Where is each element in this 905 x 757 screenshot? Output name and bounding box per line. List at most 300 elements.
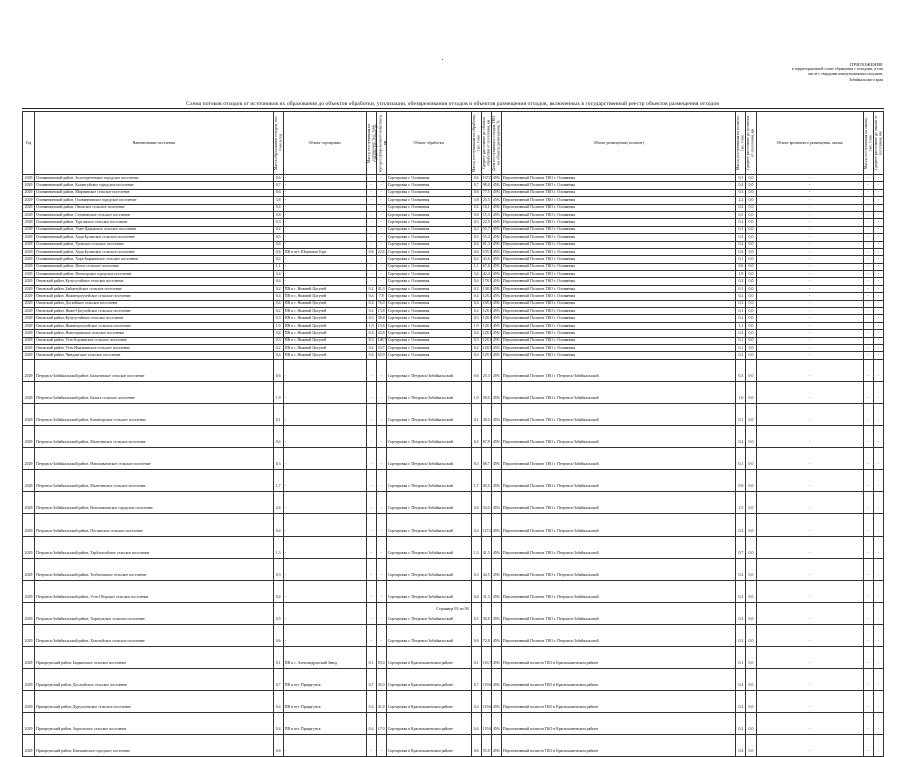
cell-share: 45%	[491, 580, 501, 602]
cell-year: 2029	[23, 293, 35, 300]
cell-sort-dist: -	[376, 211, 386, 218]
cell-dump: -	[756, 426, 863, 448]
cell-proc: Сортировка г. Оловянная	[386, 182, 471, 189]
cell-name: Ононский район, Байцетуйское сельское поселение	[35, 285, 273, 292]
column-header: Объект размещения (полигон)	[501, 112, 735, 175]
cell-dump-mass: -	[863, 381, 873, 403]
cell-sort-dist: -	[376, 234, 386, 241]
cell-landfill: Перспективный Полигон ТКО г. Оловянная	[501, 197, 735, 204]
cell-sort-dist: -	[376, 448, 386, 470]
cell-sort-mass: -	[366, 448, 376, 470]
cell-proc-mass: 0,5	[471, 234, 481, 241]
cell-lf-mass: 0,2	[736, 241, 746, 248]
cell-dump-mass: -	[863, 337, 873, 344]
cell-name: Петровск-Забайкальский район, Малетинское сельское поселение	[35, 470, 273, 492]
cell-dump: -	[756, 492, 863, 514]
cell-mass: 0,5	[273, 234, 283, 241]
table-row	[23, 322, 884, 329]
cell-sort-mass: -	[366, 234, 376, 241]
cell-lf-dist: 0,0	[746, 226, 756, 233]
cell-sort-mass: -	[366, 278, 376, 285]
table-row	[23, 315, 884, 322]
cell-lf-mass: 0,5	[736, 211, 746, 218]
cell-sort-mass: 0,2	[366, 285, 376, 292]
column-header: Год	[23, 112, 35, 175]
cell-name: Ононский район, Усть-Борзинское сельское поселение	[35, 337, 273, 344]
cell-proc-mass: 0,4	[471, 330, 481, 337]
cell-sort-dist: -	[376, 197, 386, 204]
table-row	[23, 263, 884, 270]
appendix-heading: ПРИЛОЖЕНИЕ	[850, 62, 883, 67]
cell-mass: 3,8	[273, 197, 283, 204]
cell-dump-mass: -	[863, 234, 873, 241]
cell-sort-mass: 0,1	[366, 646, 376, 668]
cell-name: Петровск-Забайкальский район, Харагунское сельское поселение	[35, 602, 273, 624]
cell-proc-mass: 0,6	[471, 624, 481, 646]
cell-dump-dist: -	[873, 470, 883, 492]
cell-lf-mass: 0,9	[736, 470, 746, 492]
cell-lf-mass: 0,2	[736, 204, 746, 211]
cell-sort: -	[283, 226, 366, 233]
cell-mass: 0,2	[273, 344, 283, 351]
cell-sort-mass: -	[366, 211, 376, 218]
cell-dump-dist: -	[873, 315, 883, 322]
cell-lf-dist: 0,0	[746, 315, 756, 322]
cell-lf-mass: 0,1	[736, 403, 746, 425]
cell-name: Приаргунский район, Кличкинское городское поселение	[35, 735, 273, 757]
cell-proc-dist: 67,9	[481, 426, 491, 448]
cell-share: 45%	[491, 182, 501, 189]
cell-share: 45%	[491, 713, 501, 735]
cell-dump-dist: -	[873, 189, 883, 196]
cell-dump: -	[756, 293, 863, 300]
cell-mass: 0,1	[273, 646, 283, 668]
cell-name: Оловяннинский район, Ясногорское городское поселение	[35, 271, 273, 278]
cell-proc-dist: 128,1	[481, 315, 491, 322]
cell-sort-mass: -	[366, 271, 376, 278]
cell-sort: ПВ в с. Нижний Цасучей	[283, 308, 366, 315]
cell-proc-dist: 30,8	[481, 602, 491, 624]
cell-proc: Сортировка г. Оловянная	[386, 263, 471, 270]
cell-lf-dist: 0,0	[746, 300, 756, 307]
cell-share: 45%	[491, 624, 501, 646]
cell-lf-dist: 0,0	[746, 580, 756, 602]
table-header-row	[23, 112, 884, 175]
cell-name: Петровск-Забайкальский район, Новопавловское городское поселение	[35, 492, 273, 514]
cell-name: Петровск-Забайкальский район, Новопавловское сельское поселение	[35, 448, 273, 470]
cell-dump-dist: -	[873, 359, 883, 381]
cell-lf-mass: 0,2	[736, 293, 746, 300]
cell-share: 45%	[491, 219, 501, 226]
column-header-label: Масса, поступившая на свалку, тыс. тонн	[863, 117, 873, 169]
cell-share: 45%	[491, 293, 501, 300]
waste-flow-table	[22, 111, 884, 757]
cell-name: Оловяннинский район, Турганское сельское поселение	[35, 219, 273, 226]
column-header	[471, 112, 481, 175]
cell-dump: -	[756, 204, 863, 211]
cell-dump: -	[756, 234, 863, 241]
cell-lf-dist: 0,0	[746, 271, 756, 278]
cell-name: Петровск-Забайкальский район, Усть-Оборское сельское поселение	[35, 580, 273, 602]
cell-proc: Сортировка г. Оловянная	[386, 315, 471, 322]
cell-lf-mass: 0,1	[736, 226, 746, 233]
cell-dump-dist: -	[873, 197, 883, 204]
cell-dump-mass: -	[863, 492, 873, 514]
cell-dump-mass: -	[863, 344, 873, 351]
cell-lf-mass: 0,1	[736, 308, 746, 315]
cell-share: 45%	[491, 271, 501, 278]
cell-sort: -	[283, 211, 366, 218]
cell-dump-dist: -	[873, 182, 883, 189]
cell-mass: 0,4	[273, 426, 283, 448]
cell-proc-dist: 42,4	[481, 271, 491, 278]
cell-dump-dist: -	[873, 381, 883, 403]
cell-dump-dist: -	[873, 271, 883, 278]
column-header	[873, 112, 883, 175]
cell-landfill: Перспективный Полигон ТКО г. Оловянная	[501, 211, 735, 218]
column-header: Объект обработки	[386, 112, 471, 175]
cell-landfill: Перспективный Полигон ТКО г. Оловянная	[501, 271, 735, 278]
cell-proc-dist: 22,9	[481, 219, 491, 226]
cell-sort-dist: 83,0	[376, 646, 386, 668]
cell-dump-mass: -	[863, 624, 873, 646]
cell-dump: -	[756, 713, 863, 735]
table-row	[23, 337, 884, 344]
cell-sort-mass: 0,3	[366, 315, 376, 322]
cell-dump-mass: -	[863, 308, 873, 315]
cell-share: 45%	[491, 263, 501, 270]
cell-year: 2029	[23, 204, 35, 211]
cell-share: 45%	[491, 256, 501, 263]
cell-sort: ПВ в с. Нижний Цасучей	[283, 352, 366, 359]
cell-sort-dist: 76,0	[376, 300, 386, 307]
cell-landfill: Перспективный Полигон ТКО г. Петровск-Забайкальский	[501, 403, 735, 425]
cell-proc-dist: 128,1	[481, 293, 491, 300]
cell-year: 2029	[23, 315, 35, 322]
table-row	[23, 691, 884, 713]
cell-dump-dist: -	[873, 234, 883, 241]
cell-sort-dist: -	[376, 226, 386, 233]
cell-name: Ононский район, Новозоринское сельское поселение	[35, 330, 273, 337]
cell-lf-dist: 0,0	[746, 248, 756, 255]
cell-dump-mass: -	[863, 514, 873, 536]
cell-proc-dist: 77,5	[481, 189, 491, 196]
cell-share: 45%	[491, 492, 501, 514]
cell-proc: Сортировка г. Оловянная	[386, 285, 471, 292]
cell-lf-mass: 0,4	[736, 735, 746, 757]
cell-lf-mass: 0,2	[736, 278, 746, 285]
cell-proc-dist: 128,1	[481, 337, 491, 344]
cell-proc-mass: 2,6	[471, 492, 481, 514]
cell-sort: -	[283, 241, 366, 248]
cell-name: Ононский район, Усть-Ималкинское сельское поселение	[35, 344, 273, 351]
cell-proc-dist: 119,6	[481, 691, 491, 713]
column-header-label: Масса, поступившая на полигон, тыс. тонн	[736, 115, 745, 171]
cell-lf-mass: 0,2	[736, 352, 746, 359]
cell-year: 2029	[23, 211, 35, 218]
cell-sort: ПВ в с. Нижний Цасучей	[283, 300, 366, 307]
table-row	[23, 256, 884, 263]
cell-mass: 0,2	[273, 285, 283, 292]
cell-dump: -	[756, 300, 863, 307]
cell-proc: Сортировка г. Оловянная	[386, 226, 471, 233]
cell-mass: 0,7	[273, 182, 283, 189]
cell-dump-dist: -	[873, 278, 883, 285]
cell-dump-dist: -	[873, 241, 883, 248]
cell-share: 45%	[491, 315, 501, 322]
cell-lf-mass: 0,2	[736, 426, 746, 448]
cell-sort: -	[283, 204, 366, 211]
cell-proc-mass: 0,4	[471, 300, 481, 307]
table-row	[23, 248, 884, 255]
cell-lf-dist: 0,0	[746, 263, 756, 270]
cell-proc-mass: 0,7	[471, 669, 481, 691]
cell-sort-mass: 0,7	[366, 669, 376, 691]
cell-proc-mass: 0,2	[471, 308, 481, 315]
table-row	[23, 492, 884, 514]
cell-proc: Сортировка г. Оловянная	[386, 219, 471, 226]
cell-sort-mass: -	[366, 492, 376, 514]
cell-proc-dist: 198,1	[481, 300, 491, 307]
cell-sort-mass: 0,6	[366, 248, 376, 255]
cell-landfill: Перспективный Полигон ТКО г. Оловянная	[501, 175, 735, 182]
cell-sort-dist: -	[376, 175, 386, 182]
cell-year: 2029	[23, 646, 35, 668]
cell-mass: 0,8	[273, 211, 283, 218]
cell-lf-dist: 0,0	[746, 536, 756, 558]
cell-dump-dist: -	[873, 624, 883, 646]
cell-year: 2029	[23, 248, 35, 255]
cell-dump: -	[756, 470, 863, 492]
cell-share: 45%	[491, 337, 501, 344]
cell-lf-mass: 0,2	[736, 580, 746, 602]
cell-sort-dist: -	[376, 256, 386, 263]
cell-proc-dist: 107,0	[481, 175, 491, 182]
cell-sort-mass: -	[366, 256, 376, 263]
column-header	[736, 112, 746, 175]
cell-sort-mass: -	[366, 426, 376, 448]
cell-dump-dist: -	[873, 322, 883, 329]
cell-name: Приаргунский район, Дурулгуевское сельское поселение	[35, 691, 273, 713]
cell-sort-mass: -	[366, 381, 376, 403]
cell-name: Приаргунский район, Зоргольское сельское поселение	[35, 713, 273, 735]
cell-landfill: Перспективный Полигон ТКО г. Оловянная	[501, 248, 735, 255]
cell-sort-mass: -	[366, 263, 376, 270]
cell-lf-dist: 0,0	[746, 352, 756, 359]
cell-lf-dist: 0,0	[746, 426, 756, 448]
cell-sort: -	[283, 624, 366, 646]
cell-sort-mass: 0,4	[366, 330, 376, 337]
cell-dump: -	[756, 646, 863, 668]
cell-year: 2029	[23, 359, 35, 381]
cell-mass: 0,4	[273, 330, 283, 337]
cell-mass: 1,1	[273, 263, 283, 270]
cell-lf-dist: 0,0	[746, 470, 756, 492]
cell-mass: 0,4	[273, 514, 283, 536]
cell-sort-mass: 1,9	[366, 322, 376, 329]
cell-proc-dist: 68,7	[481, 448, 491, 470]
column-header-label: Масса, поступившая на сортировку, тыс. тонн	[366, 123, 376, 163]
cell-proc-dist: 98,0	[481, 182, 491, 189]
cell-dump-mass: -	[863, 359, 873, 381]
cell-proc: Сортировка г. Оловянная	[386, 271, 471, 278]
cell-dump: -	[756, 669, 863, 691]
cell-proc-dist: 16,1	[481, 204, 491, 211]
cell-lf-dist: 0,0	[746, 219, 756, 226]
cell-dump-mass: -	[863, 315, 873, 322]
cell-proc-dist: 43,6	[481, 256, 491, 263]
cell-proc-mass: 0,6	[471, 735, 481, 757]
cell-sort-mass: 0,4	[366, 713, 376, 735]
cell-dump: -	[756, 271, 863, 278]
cell-dump: -	[756, 175, 863, 182]
cell-sort: -	[283, 580, 366, 602]
cell-dump-dist: -	[873, 300, 883, 307]
cell-dump-mass: -	[863, 293, 873, 300]
cell-dump: -	[756, 278, 863, 285]
cell-proc: Сортировка г. Петровск-Забайкальский	[386, 492, 471, 514]
cell-share: 45%	[491, 211, 501, 218]
cell-dump: -	[756, 403, 863, 425]
cell-sort-dist: 36,8	[376, 315, 386, 322]
cell-dump-mass: -	[863, 219, 873, 226]
cell-share: 45%	[491, 558, 501, 580]
cell-share: 45%	[491, 602, 501, 624]
cell-share: 45%	[491, 308, 501, 315]
cell-proc-dist: 58,0	[481, 381, 491, 403]
cell-name: Оловяннинский район, Мирнинское сельское поселение	[35, 189, 273, 196]
cell-share: 45%	[491, 359, 501, 381]
cell-landfill: Перспективный Полигон ТКО г. Оловянная	[501, 204, 735, 211]
cell-proc-mass: 1,1	[471, 263, 481, 270]
cell-dump-dist: -	[873, 514, 883, 536]
cell-sort-dist: 31,3	[376, 285, 386, 292]
cell-lf-mass: 1,0	[736, 381, 746, 403]
cell-dump-dist: -	[873, 602, 883, 624]
cell-dump: -	[756, 263, 863, 270]
cell-sort-mass: -	[366, 403, 376, 425]
cell-year: 2029	[23, 344, 35, 351]
cell-sort-dist: -	[376, 536, 386, 558]
cell-dump: -	[756, 558, 863, 580]
cell-proc-dist: 105,3	[481, 248, 491, 255]
cell-landfill: Перспективный Полигон ТКО г. Петровск-Забайкальский	[501, 448, 735, 470]
cell-landfill: Перспективный Полигон ТКО г. Петровск-Забайкальский	[501, 558, 735, 580]
table-row	[23, 182, 884, 189]
table-row	[23, 403, 884, 425]
cell-dump: -	[756, 536, 863, 558]
cell-year: 2029	[23, 403, 35, 425]
table-row	[23, 211, 884, 218]
column-header: Объект временного размещения, свалка	[756, 112, 863, 175]
cell-lf-mass: 0,2	[736, 219, 746, 226]
cell-proc: Сортировка г. Оловянная	[386, 293, 471, 300]
cell-lf-mass: 0,4	[736, 669, 746, 691]
cell-landfill: Перспективный Полигон ТКО г. Оловянная	[501, 241, 735, 248]
table-body	[23, 175, 884, 757]
cell-lf-dist: 0,0	[746, 285, 756, 292]
cell-proc-mass: 0,4	[471, 352, 481, 359]
cell-lf-dist: 0,0	[746, 713, 756, 735]
cell-sort-dist: -	[376, 271, 386, 278]
cell-sort-mass: -	[366, 514, 376, 536]
cell-dump: -	[756, 241, 863, 248]
cell-sort-dist: -	[376, 204, 386, 211]
cell-dump-mass: -	[863, 330, 873, 337]
cell-dump: -	[756, 337, 863, 344]
table-row	[23, 580, 884, 602]
cell-lf-dist: 0,0	[746, 558, 756, 580]
cell-dump-mass: -	[863, 322, 873, 329]
cell-proc-dist: 41,5	[481, 536, 491, 558]
cell-mass: 0,4	[273, 293, 283, 300]
cell-sort: -	[283, 426, 366, 448]
cell-lf-dist: 0,0	[746, 322, 756, 329]
table-row	[23, 669, 884, 691]
cell-proc: Сортировка г. Оловянная	[386, 197, 471, 204]
cell-share: 45%	[491, 536, 501, 558]
cell-name: Ононский район, Нижнецасучейское сельское поселение	[35, 322, 273, 329]
cell-dump-mass: -	[863, 226, 873, 233]
table-row	[23, 330, 884, 337]
cell-dump-mass: -	[863, 278, 873, 285]
table-row	[23, 204, 884, 211]
cell-proc-mass: 0,3	[471, 337, 481, 344]
cell-year: 2029	[23, 300, 35, 307]
cell-dump-mass: -	[863, 470, 873, 492]
cell-share: 45%	[491, 241, 501, 248]
cell-proc-mass: 0,3	[471, 315, 481, 322]
cell-year: 2029	[23, 669, 35, 691]
cell-proc-mass: 0,7	[471, 182, 481, 189]
cell-mass: 0,2	[273, 308, 283, 315]
cell-year: 2029	[23, 322, 35, 329]
column-header: Наименование поселения	[35, 112, 273, 175]
cell-dump-dist: -	[873, 226, 883, 233]
cell-sort-mass: -	[366, 602, 376, 624]
table-row	[23, 470, 884, 492]
cell-sort: ПВ в пгт. Приаргунск	[283, 669, 366, 691]
cell-lf-mass: 0,1	[736, 285, 746, 292]
cell-dump-dist: -	[873, 337, 883, 344]
cell-proc-dist: 119,6	[481, 669, 491, 691]
cell-sort: -	[283, 189, 366, 196]
cell-year: 2029	[23, 337, 35, 344]
cell-lf-dist: 0,0	[746, 330, 756, 337]
cell-year: 2029	[23, 256, 35, 263]
cell-name: Петровск-Забайкальский район, Катангарское сельское поселение	[35, 403, 273, 425]
cell-proc-dist: 54,0	[481, 492, 491, 514]
column-header: Объект сортировки	[283, 112, 366, 175]
cell-sort-dist: 7,8	[376, 293, 386, 300]
cell-share: 45%	[491, 189, 501, 196]
cell-mass: 1,7	[273, 470, 283, 492]
cell-share: 45%	[491, 204, 501, 211]
page-number: Страница 93 из 94	[436, 606, 469, 611]
cell-sort-mass: -	[366, 219, 376, 226]
cell-proc: Сортировка г. Петровск-Забайкальский	[386, 448, 471, 470]
column-header-label: Среднее расстояние до мусоросортировочного комплекса, км	[374, 114, 388, 172]
cell-share: 45%	[491, 381, 501, 403]
cell-year: 2029	[23, 234, 35, 241]
cell-dump: -	[756, 308, 863, 315]
cell-dump: -	[756, 602, 863, 624]
cell-proc: Сортировка г. Петровск-Забайкальский	[386, 558, 471, 580]
cell-proc: Сортировка г. Оловянная	[386, 308, 471, 315]
cell-share: 45%	[491, 735, 501, 757]
column-header-label: Доля поступающих отходов ТКО на объекты размещения, %	[491, 115, 501, 171]
cell-dump-dist: -	[873, 536, 883, 558]
